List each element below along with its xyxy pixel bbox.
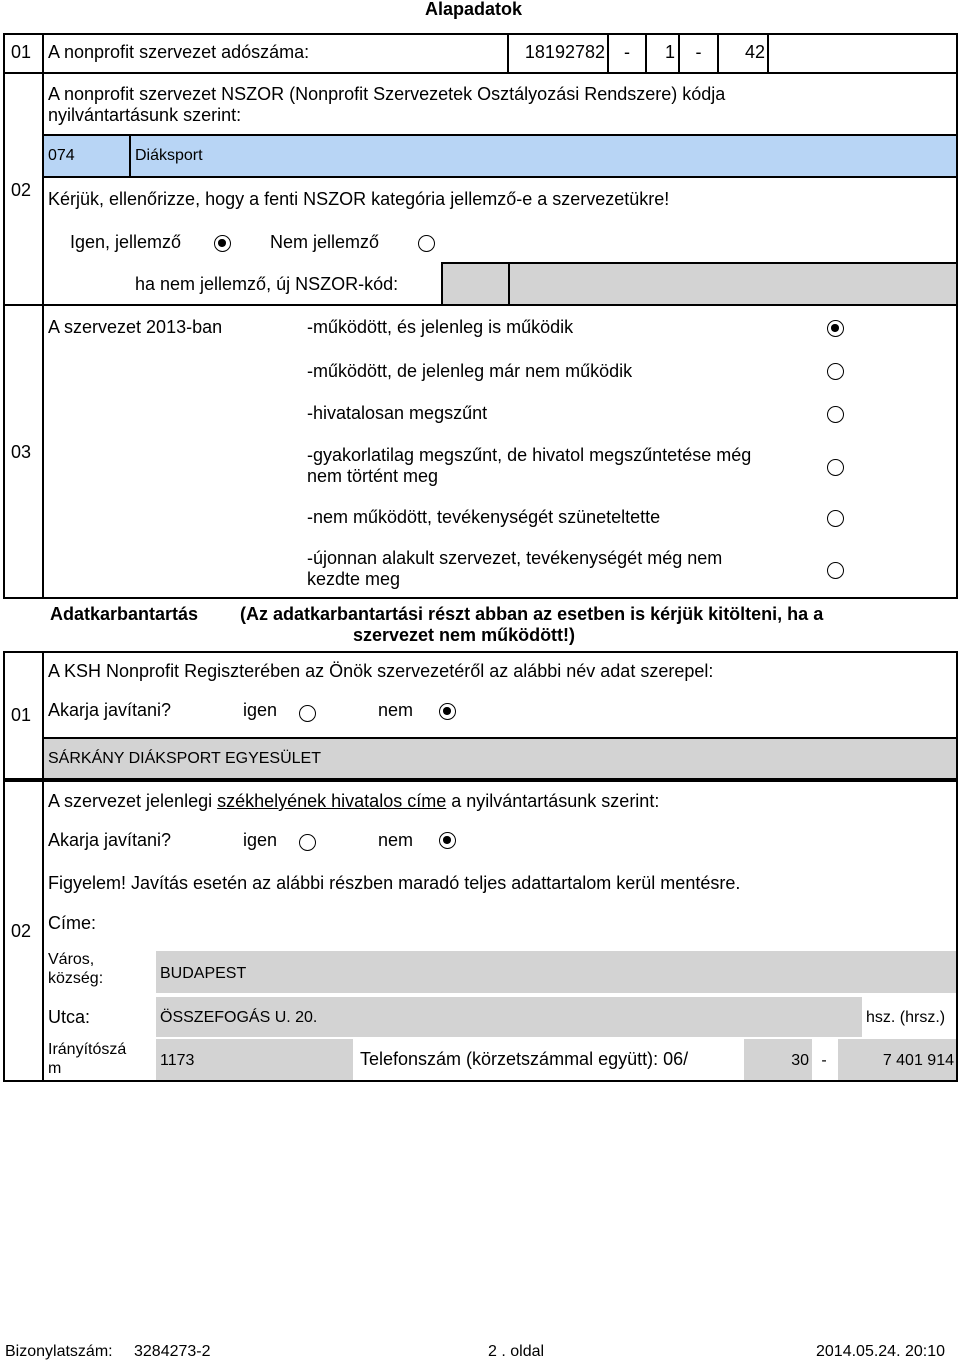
row-number: 01	[11, 42, 32, 62]
status-option-label: -újonnan alakult szervezet, tevékenységét még nem kezdte meg	[307, 548, 723, 589]
tax-number-label: A nonprofit szervezet adószáma:	[48, 42, 310, 62]
status-option-radio[interactable]	[827, 320, 844, 337]
phone-label: Telefonszám (körzetszámmal együtt): 06/	[360, 1049, 689, 1069]
status-option-radio[interactable]	[827, 406, 844, 423]
address-fix-no-label: nem	[378, 830, 414, 850]
status-option-label: -hivatalosan megszűnt	[307, 403, 488, 423]
document-number-label: Bizonylatszám:	[5, 1343, 113, 1360]
row-number: 02	[11, 180, 32, 200]
zip-label: m	[48, 1060, 62, 1077]
tax-number-part3: 42	[744, 42, 765, 62]
address-label: Címe:	[48, 913, 97, 933]
name-info-text: A KSH Nonprofit Regiszterében az Önök szervezetéről az alábbi név adat szerepel:	[48, 661, 714, 681]
nszor-yes-radio[interactable]	[214, 235, 231, 252]
city-label: Város,	[48, 951, 95, 968]
status-option-radio[interactable]	[827, 363, 844, 380]
name-fix-yes-label: igen	[243, 700, 278, 720]
zip-label: Irányítószá	[48, 1041, 127, 1058]
maintenance-note: (Az adatkarbantartási részt abban az esetben is kérjük kitölteni, ha a	[240, 604, 824, 624]
address-fix-yes-radio[interactable]	[299, 834, 316, 851]
address-info-text: A szervezet jelenlegi székhelyének hivatalos címe a nyilvántartásunk szerint:	[48, 791, 660, 811]
nszor-yes-label: Igen, jellemző	[70, 232, 182, 252]
row-number: 03	[11, 442, 32, 462]
nszor-name: Diáksport	[135, 147, 203, 164]
status-option-radio[interactable]	[827, 562, 844, 579]
street-label: Utca:	[48, 1007, 91, 1027]
page-number: 2 . oldal	[488, 1343, 545, 1360]
name-fix-no-label: nem	[378, 700, 414, 720]
city-value: BUDAPEST	[160, 965, 247, 982]
tax-number-part1: 18192782	[524, 42, 605, 62]
organization-name: SÁRKÁNY DIÁKSPORT EGYESÜLET	[48, 750, 321, 767]
address-fix-yes-label: igen	[243, 830, 278, 850]
address-fix-no-radio[interactable]	[439, 832, 456, 849]
phone-area-code: 30	[791, 1052, 809, 1069]
page-title: Alapadatok	[425, 0, 523, 19]
name-fix-no-radio[interactable]	[439, 703, 456, 720]
new-nszor-code-input[interactable]	[443, 264, 956, 304]
name-fix-question: Akarja javítani?	[48, 700, 172, 720]
document-number: 3284273-2	[134, 1343, 211, 1360]
zip-value: 1173	[160, 1052, 195, 1069]
tax-number-separator: -	[624, 42, 630, 62]
status-option-label: -működött, és jelenleg is működik	[307, 317, 574, 337]
phone-number: 7 401 914	[882, 1052, 954, 1069]
maintenance-heading: Adatkarbantartás	[50, 604, 199, 624]
status-option-label: -nem működött, tevékenységét szüneteltette	[307, 507, 661, 527]
timestamp: 2014.05.24. 20:10	[816, 1343, 946, 1360]
nszor-code: 074	[48, 147, 75, 164]
status-option-radio[interactable]	[827, 459, 844, 476]
city-label: község:	[48, 970, 104, 987]
street-value: ÖSSZEFOGÁS U. 20.	[160, 1009, 318, 1026]
house-number-label: hsz. (hrsz.)	[866, 1009, 946, 1026]
status-label: A szervezet 2013-ban	[48, 317, 223, 337]
status-option-label: -működött, de jelenleg már nem működik	[307, 361, 633, 381]
nszor-no-label: Nem jellemző	[270, 232, 380, 252]
new-nszor-label: ha nem jellemző, új NSZOR-kód:	[135, 274, 399, 294]
tax-number-part2: 1	[664, 42, 675, 62]
nszor-description: nyilvántartásunk szerint:	[48, 105, 242, 125]
name-fix-yes-radio[interactable]	[299, 705, 316, 722]
row-number: 02	[11, 921, 32, 941]
row-number: 01	[11, 705, 32, 725]
maintenance-note: szervezet nem működött!)	[353, 625, 576, 645]
nszor-no-radio[interactable]	[418, 235, 435, 252]
status-option-label: -gyakorlatilag megszűnt, de hivatol megszűntetése még nem történt meg	[307, 445, 752, 486]
city-field	[156, 951, 956, 993]
nszor-check-text: Kérjük, ellenőrizze, hogy a fenti NSZOR kategória jellemző-e a szervezetükre!	[48, 189, 670, 209]
address-fix-question: Akarja javítani?	[48, 830, 172, 850]
tax-number-separator: -	[695, 42, 702, 62]
status-option-radio[interactable]	[827, 510, 844, 527]
nszor-description: A nonprofit szervezet NSZOR (Nonprofit Szervezetek Osztályozási Rendszere) kódja	[48, 84, 726, 104]
phone-separator: -	[821, 1052, 827, 1069]
address-warning: Figyelem! Javítás esetén az alábbi részben maradó teljes adattartalom kerül mentésre.	[48, 873, 741, 893]
